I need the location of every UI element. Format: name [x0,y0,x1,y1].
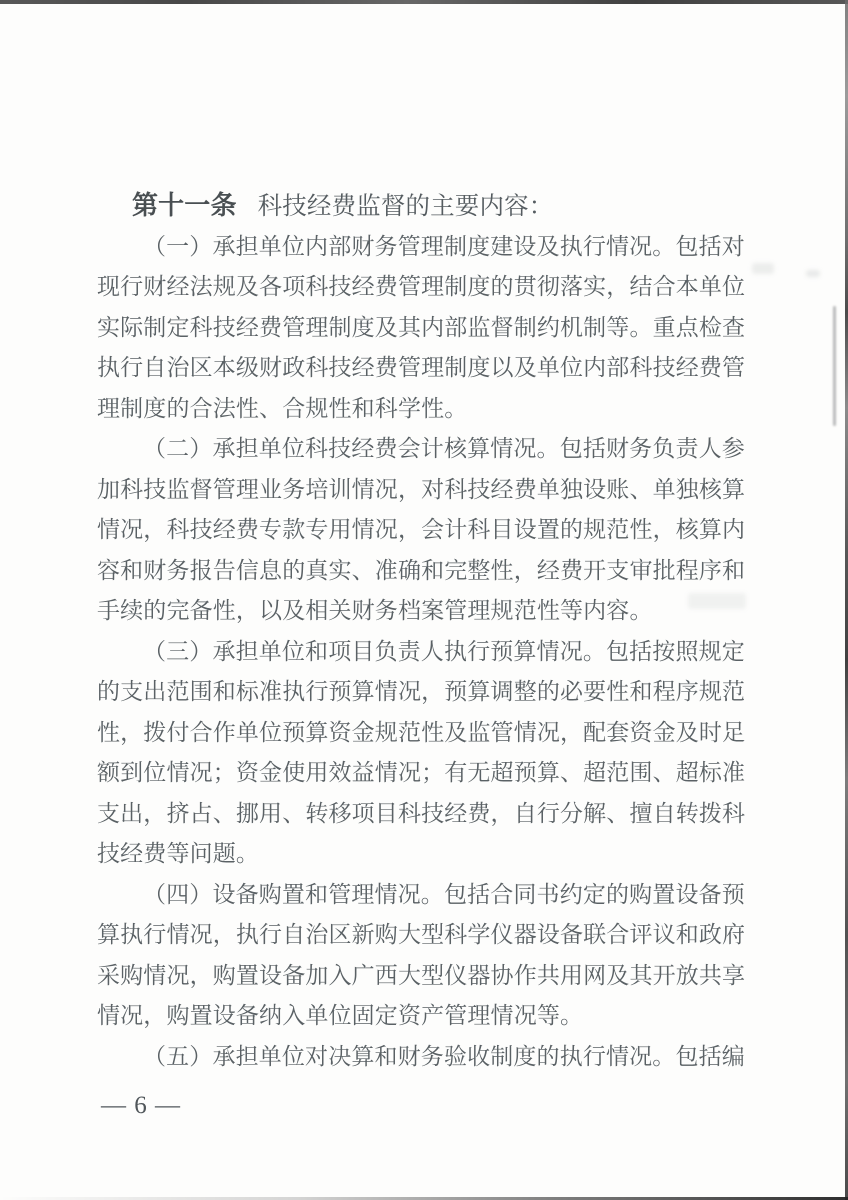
text-line: 情况，科技经费专款专用情况，会计科目设置的规范性，核算内 [97,517,746,542]
text-line: 现行财经法规及各项科技经费管理制度的贯彻落实，结合本单位 [97,274,746,299]
text-line: 理制度的合法性、合规性和科学性。 [97,395,468,421]
scan-edge-top [0,0,848,4]
page-number: — 6 — [101,1092,181,1119]
bleed-through-smudge [752,263,774,274]
text-line: （四）设备购置和管理情况。包括合同书约定的购置设备预 [143,881,745,907]
text-line: 技经费等问题。 [97,841,260,866]
text-line: 容和财务报告信息的真实、准确和完整性，经费开支审批程序和 [97,557,746,583]
text-line: 支出，挤占、挪用、转移项目科技经费，自行分解、擅自转拨科 [97,800,746,826]
text-line: 算执行情况，执行自治区新购大型科学仪器设备联合评议和政府 [97,922,746,947]
text-line: 额到位情况；资金使用效益情况；有无超预算、超范围、超标准 [97,760,746,785]
text-line: （一）承担单位内部财务管理制度建设及执行情况。包括对 [143,233,745,259]
text-line: 性，拨付合作单位预算资金规范性及监管情况，配套资金及时足 [97,719,746,745]
text-line: 实际制定科技经费管理制度及其内部监督制约机制等。重点检查 [97,314,746,340]
text-line: （三）承担单位和项目负责人执行预算情况。包括按照规定 [143,638,745,664]
scan-streak [833,306,836,426]
body-lines [97,227,757,1078]
document-heading [97,186,757,227]
text-line: （五）承担单位对决算和财务验收制度的执行情况。包括编 [143,1043,745,1069]
text-line: 情况，购置设备纳入单位固定资产管理情况等。 [97,1003,584,1028]
bleed-through-smudge [688,593,746,609]
document-body [97,186,757,1077]
text-line: 手续的完备性，以及相关财务档案管理规范性等内容。 [97,598,653,623]
text-line: 采购情况，购置设备加入广西大型仪器协作共用网及其开放共享 [97,962,746,988]
heading-title: 科技经费监督的主要内容： [257,193,554,220]
text-line: 加科技监督管理业务培训情况，对科技经费单独设账、单独核算 [97,476,746,502]
text-line: 执行自治区本级财政科技经费管理制度以及单位内部科技经费管 [97,355,746,380]
text-line: 的支出范围和标准执行预算情况，预算调整的必要性和程序规范 [97,679,746,704]
heading-term: 第十一条 [132,191,237,220]
bleed-through-smudge [806,270,820,277]
text-line: （二）承担单位科技经费会计核算情况。包括财务负责人参 [143,436,745,461]
